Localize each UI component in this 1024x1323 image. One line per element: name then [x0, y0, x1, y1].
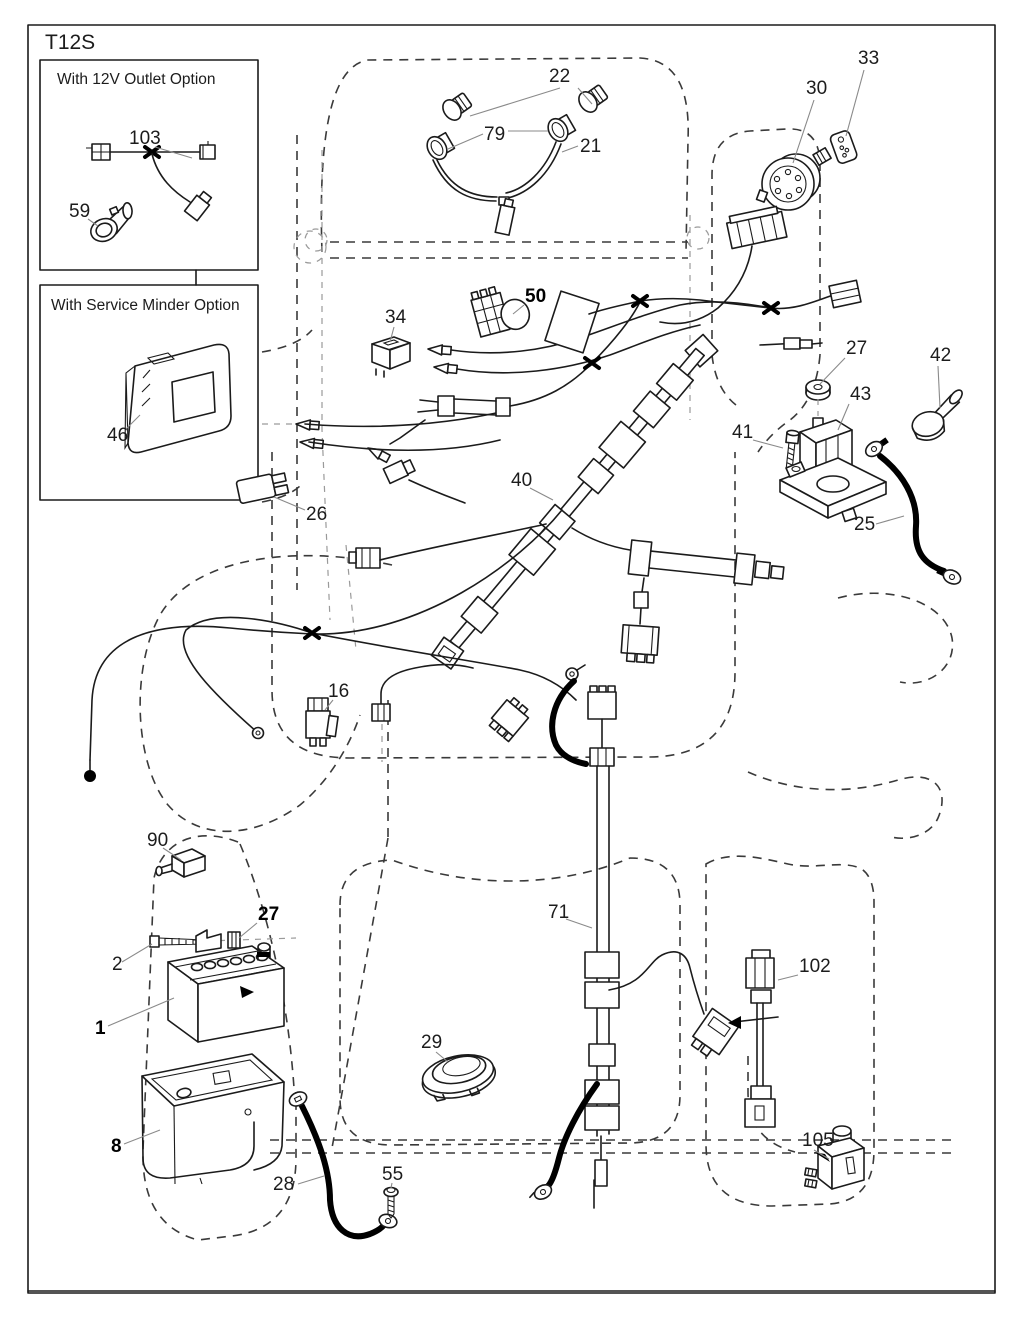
callout-29: 29: [421, 1032, 443, 1053]
part-29-buzzer: [418, 1049, 499, 1105]
callout-30: 30: [806, 78, 828, 99]
part-90-connector: [156, 849, 205, 877]
part-8-battery-box: [142, 1054, 284, 1184]
callout-28: 28: [273, 1174, 295, 1195]
part-27b-nut: [228, 932, 240, 948]
spade-terminal: [428, 344, 452, 356]
callout-43: 43: [850, 384, 872, 405]
inset-12v-title: With 12V Outlet Option: [57, 71, 216, 88]
callout-2: 2: [112, 954, 123, 975]
part-27-nut: [806, 380, 830, 400]
page-title: T12S: [45, 31, 96, 54]
ignition-key: [829, 130, 858, 165]
part-46-service-minder-module: [107, 344, 231, 452]
callout-8: 8: [111, 1136, 122, 1157]
callout-40: 40: [511, 470, 533, 491]
callout-90: 90: [147, 830, 169, 851]
callout-27b: 27: [258, 904, 280, 925]
callout-33: 33: [858, 48, 880, 69]
callout-27: 27: [846, 338, 868, 359]
inset-service-minder: [40, 285, 258, 500]
callout-79: 79: [484, 124, 506, 145]
bulb-right: [575, 82, 610, 116]
inset-service-title: With Service Minder Option: [51, 297, 240, 314]
callout-26: 26: [306, 504, 328, 525]
part-50-switch: [469, 280, 532, 339]
part-71-harness: [528, 665, 739, 1208]
callout-50: 50: [525, 286, 547, 307]
part-102-jumper-lead: [728, 950, 831, 1127]
headlight-harness: [423, 66, 610, 235]
callout-1: 1: [95, 1018, 106, 1039]
part-26-fuse: [236, 471, 289, 504]
part-16-switch: [306, 698, 338, 746]
spade-terminal: [433, 362, 457, 374]
callout-34: 34: [385, 307, 407, 328]
callout-105: 105: [802, 1130, 834, 1151]
callout-71: 71: [548, 902, 570, 923]
callout-41: 41: [732, 422, 754, 443]
part-103-outlet-harness: [86, 141, 215, 221]
harness-tube: [628, 540, 785, 590]
callout-102: 102: [799, 956, 831, 977]
socket-right: [544, 112, 577, 145]
callout-46: 46: [107, 425, 129, 446]
harness-band-40: [427, 330, 722, 673]
part-28-ground-cable: [287, 1089, 398, 1236]
spade-terminal: [366, 444, 391, 464]
inset-12v-outlet: [40, 60, 258, 270]
callout-22: 22: [549, 66, 571, 87]
part-34-switch: [372, 307, 410, 377]
battery-holddown-bracket: [196, 930, 221, 952]
callout-25: 25: [854, 514, 876, 535]
part-105-switch: [802, 1126, 864, 1189]
callout-103: 103: [129, 128, 161, 149]
callout-59: 59: [69, 201, 91, 222]
callout-55: 55: [382, 1164, 404, 1185]
socket-left: [423, 130, 456, 163]
part-1-battery: [168, 943, 284, 1042]
part-55-screw: [384, 1188, 398, 1219]
callout-42: 42: [930, 345, 952, 366]
bulb-left: [439, 90, 474, 124]
callout-16: 16: [328, 681, 350, 702]
callout-21: 21: [580, 136, 602, 157]
part-25-battery-cable: [863, 434, 963, 586]
